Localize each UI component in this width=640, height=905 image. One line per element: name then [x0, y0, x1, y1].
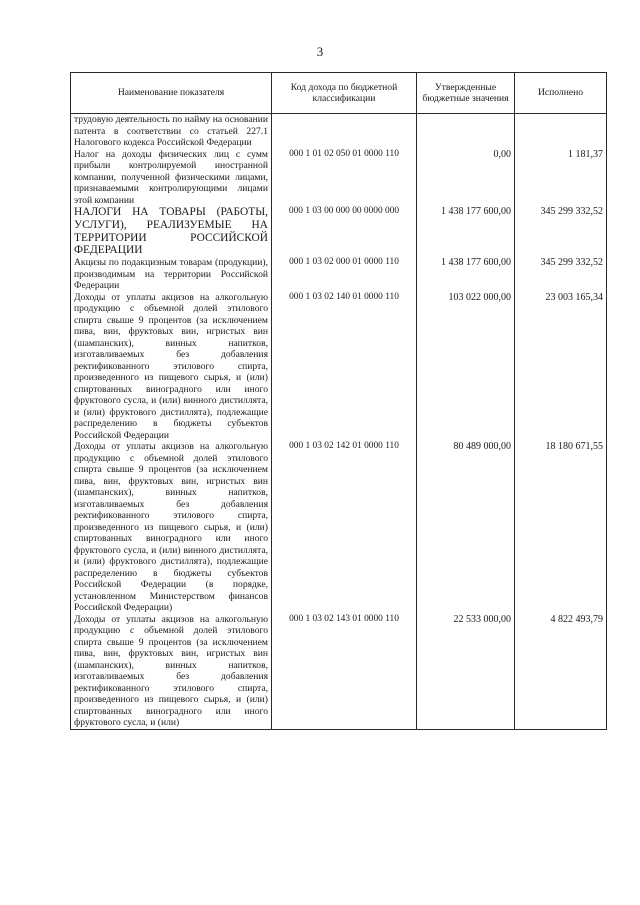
row-budget-code: 000 1 03 02 140 01 0000 110	[272, 292, 417, 442]
row-indicator-name: НАЛОГИ НА ТОВАРЫ (РАБОТЫ, УСЛУГИ), РЕАЛИЗУЕМЫЕ НА ТЕРРИТОРИИ РОССИЙСКОЙ ФЕДЕРАЦИИ	[71, 206, 272, 257]
row-indicator-name: Доходы от уплаты акцизов на алкогольную продукцию с объемной долей этилового спирта свыше 9 процентов (за исключением пива, вин, фруктовых вин, игристых вин (шампанских), винных напитков, изготавливаемых без добавления ректификованного этилового спирта, произведенного из пищевого сырья, и (или) спиртованных виноградного или иного фруктового сусла, и (или)	[71, 614, 272, 730]
row-indicator-name: Налог на доходы физических лиц с сумм прибыли контролируемой иностранной компании, полученной физическими лицами, признаваемыми контролирующими лицами этой компании	[71, 149, 272, 207]
row-approved-value: 22 533 000,00	[417, 614, 515, 730]
row-approved-value: 0,00	[417, 149, 515, 207]
header-executed: Исполнено	[515, 73, 607, 114]
row-approved-value: 1 438 177 600,00	[417, 206, 515, 257]
row-indicator-name: Акцизы по подакцизным товарам (продукции), производимым на территории Российской Федерации	[71, 257, 272, 292]
row-approved-value: 1 438 177 600,00	[417, 257, 515, 292]
row-executed-value: 345 299 332,52	[515, 257, 607, 292]
table-row	[71, 614, 607, 730]
table-row	[71, 114, 607, 149]
header-approved-values: Утвержденные бюджетные значения	[417, 73, 515, 114]
header-budget-code: Код дохода по бюджетной классификации	[272, 73, 417, 114]
table-row	[71, 149, 607, 207]
row-approved-value: 80 489 000,00	[417, 441, 515, 614]
row-indicator-name: трудовую деятельность по найму на основании патента в соответствии со статьей 227.1 Налогового кодекса Российской Федерации	[71, 114, 272, 149]
row-executed-value: 1 181,37	[515, 149, 607, 207]
row-executed-value: 18 180 671,55	[515, 441, 607, 614]
table-header	[71, 73, 607, 114]
row-executed-value: 4 822 493,79	[515, 614, 607, 730]
table-row	[71, 292, 607, 442]
row-executed-value	[515, 114, 607, 149]
row-budget-code: 000 1 03 02 143 01 0000 110	[272, 614, 417, 730]
row-budget-code: 000 1 03 02 142 01 0000 110	[272, 441, 417, 614]
row-executed-value: 345 299 332,52	[515, 206, 607, 257]
row-executed-value: 23 003 165,34	[515, 292, 607, 442]
row-budget-code: 000 1 03 00 000 00 0000 000	[272, 206, 417, 257]
revenue-table-container	[70, 72, 606, 730]
row-approved-value	[417, 114, 515, 149]
table-row	[71, 206, 607, 257]
table-body	[71, 114, 607, 730]
table-row	[71, 441, 607, 614]
page-number: 3	[316, 44, 324, 59]
row-indicator-name: Доходы от уплаты акцизов на алкогольную продукцию с объемной долей этилового спирта свыше 9 процентов (за исключением пива, вин, фруктовых вин, игристых вин (шампанских), винных напитков, изготавливаемых без добавления ректификованного этилового спирта, произведенного из пищевого сырья, и (или) спиртованных виноградного или иного фруктового сусла, и (или) винного дистиллята, и (или) фруктового дистиллята), подлежащие распределению в бюджеты субъектов Российской Федерации (в порядке, установленном Министерством финансов Российской Федерации)	[71, 441, 272, 614]
row-indicator-name: Доходы от уплаты акцизов на алкогольную продукцию с объемной долей этилового спирта свыше 9 процентов (за исключением пива, вин, фруктовых вин, игристых вин (шампанских), винных напитков, изготавливаемых без добавления ректификованного этилового спирта, произведенного из пищевого сырья, и (или) спиртованных виноградного или иного фруктового сусла, и (или) винного дистиллята, и (или) фруктового дистиллята), подлежащие распределению в бюджеты субъектов Российской Федерации	[71, 292, 272, 442]
row-budget-code	[272, 114, 417, 149]
header-indicator-name: Наименование показателя	[71, 73, 272, 114]
table-row	[71, 257, 607, 292]
row-budget-code: 000 1 01 02 050 01 0000 110	[272, 149, 417, 207]
row-budget-code: 000 1 03 02 000 01 0000 110	[272, 257, 417, 292]
row-approved-value: 103 022 000,00	[417, 292, 515, 442]
revenue-table	[70, 72, 607, 730]
